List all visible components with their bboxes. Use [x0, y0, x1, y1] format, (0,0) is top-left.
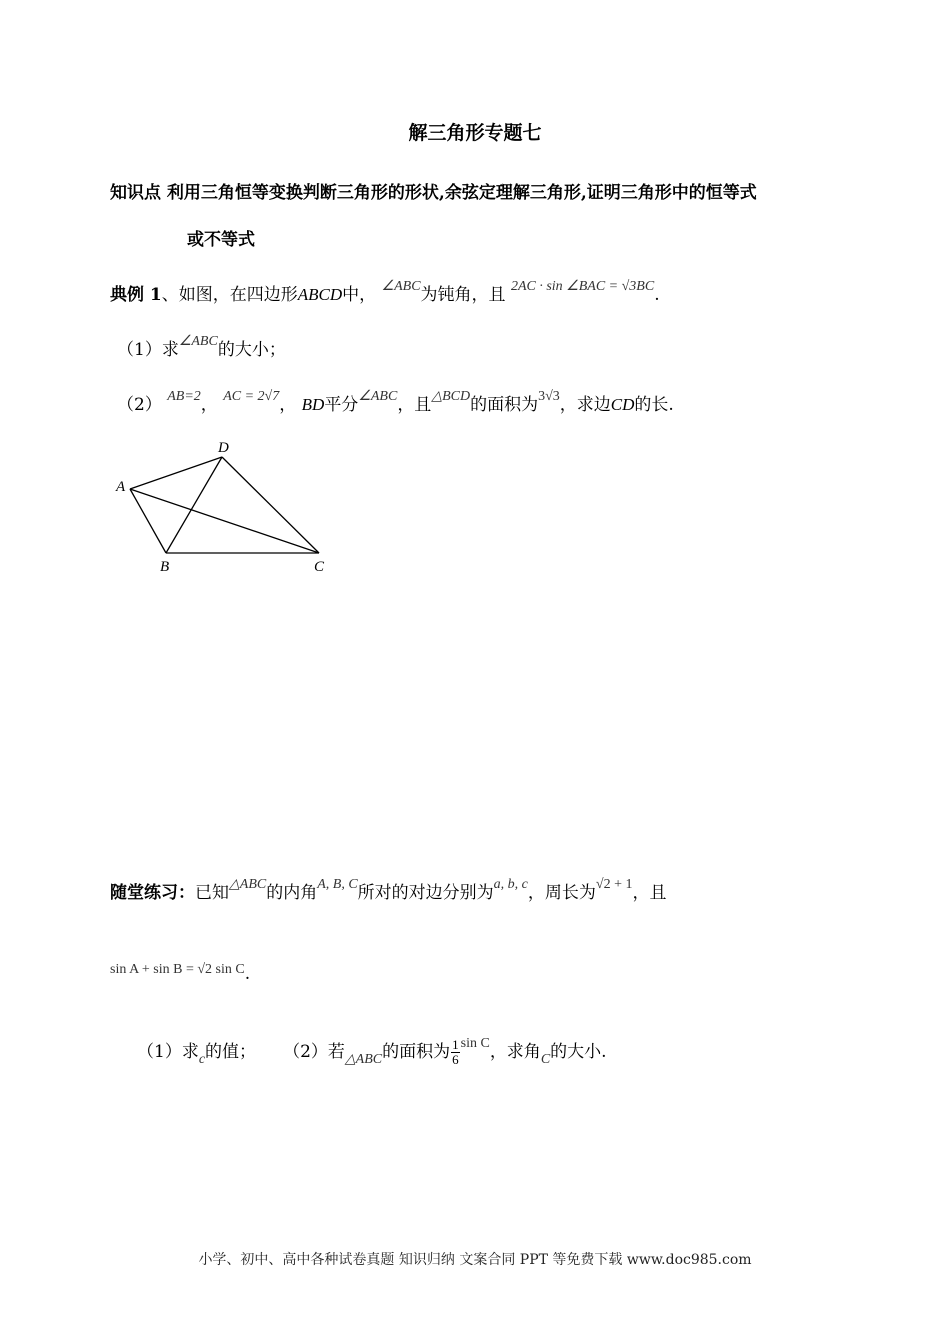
vertex-label-d: D [218, 440, 229, 456]
text: 的大小. [550, 1042, 607, 1062]
quadrilateral-figure [105, 435, 345, 580]
text: ，周长为 [527, 883, 596, 903]
vertex-label-b: B [160, 559, 170, 575]
page-title: 解三角形专题七 [408, 122, 542, 144]
practice-label: 随堂练习： [110, 883, 195, 903]
fraction-denominator: 6 [452, 1052, 459, 1067]
text: 的内角 [266, 883, 318, 903]
sin-c-formula: sin C [460, 1036, 490, 1051]
text: . [244, 964, 251, 984]
area-formula: 3√3 [538, 389, 560, 404]
practice-statement [110, 878, 666, 903]
example-1-question-2 [117, 390, 674, 415]
example-label: 典例 1 [110, 285, 162, 305]
text: 为钝角，且 [420, 285, 506, 305]
triangle-abc-formula: △ABC [344, 1052, 383, 1067]
vertex-label-c: C [314, 559, 325, 575]
text: （1）求 [117, 340, 179, 360]
angle-abc-formula: ∠ABC [381, 279, 421, 294]
triangle-abc-formula: △ABC [229, 877, 267, 892]
text: 已知 [195, 883, 229, 903]
text: . [654, 285, 660, 305]
knowledge-point-line-1: 知识点 利用三角恒等变换判断三角形的形状,余弦定理解三角形,证明三角形中的恒等式 [110, 183, 757, 203]
angle-abc-formula: ∠ABC [178, 334, 218, 349]
ab-formula: AB=2 [167, 389, 201, 404]
text: 所对的对边分别为 [357, 883, 494, 903]
angle-abc-formula: ∠ABC [358, 389, 398, 404]
separator: 、 [161, 285, 179, 305]
angles-formula: A, B, C [317, 877, 358, 892]
quadrilateral-name: ABCD [297, 285, 343, 304]
text: ，求角 [489, 1042, 541, 1062]
ac-formula: AC = 2√7 [223, 389, 280, 404]
example-1-statement [110, 280, 660, 305]
text: ，且 [397, 395, 432, 415]
text: 的值； [205, 1042, 257, 1062]
fraction-one-sixth [451, 1038, 460, 1067]
footer: 小学、初中、高中各种试卷真题 知识归纳 文案合同 PPT 等免费下载 www.doc985.com [198, 1252, 752, 1268]
text: ， [279, 395, 297, 415]
text: ，且 [632, 883, 667, 903]
practice-questions [137, 1037, 607, 1067]
text: （1）求 [137, 1042, 199, 1062]
condition-formula: 2AC · sin ∠BAC = √3BC [510, 279, 655, 294]
segment-bd: BD [301, 395, 325, 414]
vertex-label-a: A [116, 479, 126, 495]
edge-ad [130, 457, 222, 489]
text: 中， [342, 285, 377, 305]
diagonal-ac [130, 489, 319, 553]
text: 的面积为 [470, 395, 539, 415]
angle-c-formula: C [540, 1052, 551, 1067]
text: 平分 [324, 395, 359, 415]
text: 的长. [634, 395, 674, 415]
text: ，求边 [559, 395, 611, 415]
perimeter-formula: √2 + 1 [595, 877, 633, 892]
triangle-bcd-formula: △BCD [431, 389, 471, 404]
segment-cd: CD [610, 395, 635, 414]
edge-dc [222, 457, 319, 553]
text: 的面积为 [382, 1042, 451, 1062]
edge-ab [130, 489, 166, 553]
example-1-question-1 [117, 335, 286, 360]
text: （2） [117, 395, 162, 415]
practice-equation [110, 958, 251, 984]
diagonal-bd [166, 457, 222, 553]
fraction-numerator: 1 [452, 1037, 459, 1052]
text: 的大小； [217, 340, 286, 360]
sides-formula: a, b, c [493, 877, 528, 892]
knowledge-point-line-2: 或不等式 [187, 230, 255, 250]
text: 如图，在四边形 [178, 285, 298, 305]
sine-equation-formula: sin A + sin B = √2 sin C [110, 962, 245, 977]
text: （2）若 [283, 1042, 345, 1062]
side-c-formula: c [198, 1052, 206, 1067]
text: ， [200, 395, 218, 415]
